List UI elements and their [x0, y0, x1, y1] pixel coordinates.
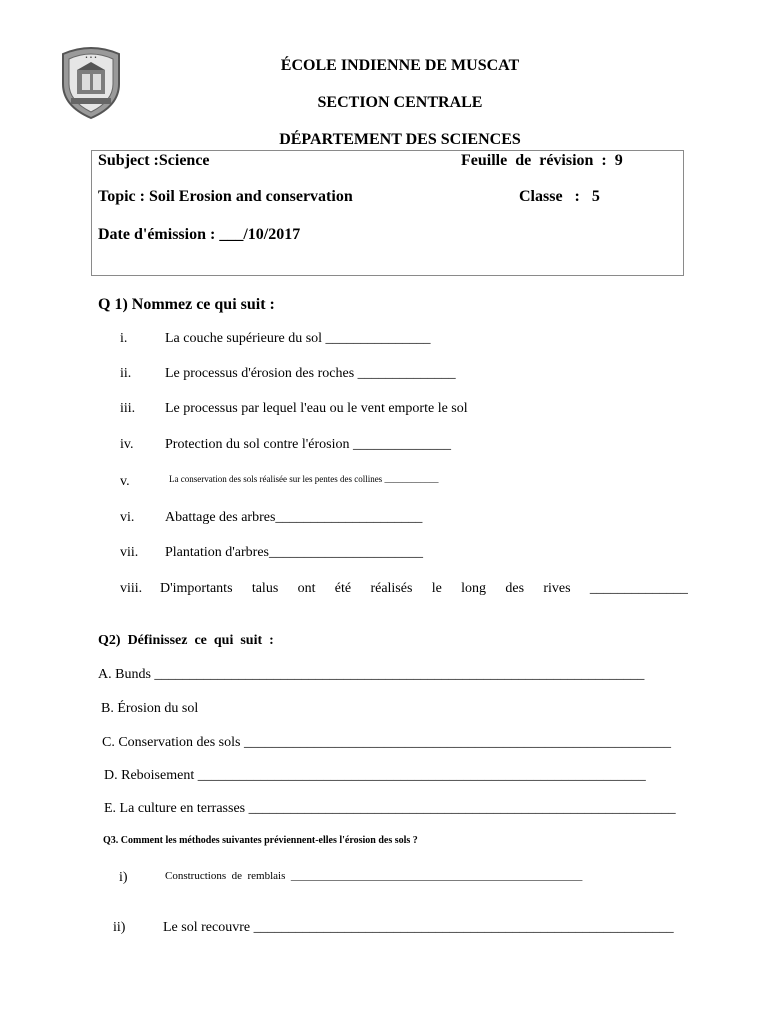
class-label: Classe : 5 — [519, 188, 600, 205]
word: rives — [543, 581, 571, 596]
q2-item: D. Reboisement ________________________________________________________________ — [104, 768, 646, 783]
word: ont — [297, 581, 316, 596]
q1-item-number: ii. — [120, 366, 132, 381]
q3-item-number: i) — [119, 870, 128, 885]
q1-item-number: i. — [120, 331, 128, 346]
word: qui — [213, 633, 234, 648]
subject-label: Subject :Science — [98, 152, 210, 169]
word: suit — [240, 633, 263, 648]
q1-item-number: iii. — [120, 401, 136, 416]
word: D'importants — [160, 581, 233, 596]
word: ce — [194, 633, 207, 648]
q2-title — [98, 633, 281, 649]
q1-item-number: iv. — [120, 437, 134, 452]
q1-title: Q 1) Nommez ce qui suit : — [98, 296, 275, 313]
q1-item-number: v. — [120, 474, 130, 489]
word: des — [505, 581, 525, 596]
q2-item: A. Bunds ______________________________________________________________________ — [98, 667, 645, 682]
q2-item: B. Érosion du sol — [101, 701, 199, 716]
q1-item-text: Protection du sol contre l'érosion ______________ — [165, 437, 451, 452]
word: Q2) — [98, 633, 121, 648]
issue-date-label: Date d'émission : ___/10/2017 — [98, 226, 301, 243]
q3-item-number: ii) — [113, 920, 126, 935]
revision-sheet-label: Feuille de révision : 9 — [461, 152, 623, 169]
q1-item-number: vii. — [120, 545, 139, 560]
q1-item-text: Abattage des arbres_____________________ — [165, 510, 423, 525]
q1-item-text: Le processus d'érosion des roches ______________ — [165, 366, 456, 381]
q1-item-text: La conservation des sols réalisée sur les pentes des collines ____________ — [169, 474, 439, 484]
section-name: SECTION CENTRALE — [317, 94, 483, 111]
word: : — [269, 633, 274, 648]
svg-text:• • •: • • • — [84, 55, 98, 61]
word: réalisés — [370, 581, 413, 596]
word: Définissez — [127, 633, 188, 648]
q1-item-text: Le processus par lequel l'eau ou le vent emporte le sol — [165, 401, 468, 416]
word: talus — [251, 581, 279, 596]
q1-item-number: vi. — [120, 510, 135, 525]
q3-item-text: Constructions de remblais _____________________________________________________ — [165, 870, 583, 882]
word: été — [334, 581, 352, 596]
word: long — [461, 581, 487, 596]
answer-blank: ______________ — [589, 581, 688, 596]
q1-item-text: La couche supérieure du sol _______________ — [165, 331, 431, 346]
school-name: ÉCOLE INDIENNE DE MUSCAT — [280, 57, 520, 74]
q3-title: Q3. Comment les méthodes suivantes préviennent-elles l'érosion des sols ? — [103, 835, 418, 846]
q2-item: E. La culture en terrasses _____________________________________________________________ — [104, 801, 676, 816]
q1-item-text: Plantation d'arbres______________________ — [165, 545, 423, 560]
topic-label: Topic : Soil Erosion and conservation — [98, 188, 353, 205]
q3-item-text: Le sol recouvre ____________________________________________________________ — [163, 920, 674, 935]
department-name: DÉPARTEMENT DES SCIENCES — [279, 131, 521, 148]
q1-item-text-justified — [160, 581, 688, 597]
q2-item: C. Conservation des sols _____________________________________________________________ — [102, 735, 671, 750]
word: le — [431, 581, 442, 596]
q1-item-number: viii. — [120, 581, 143, 596]
